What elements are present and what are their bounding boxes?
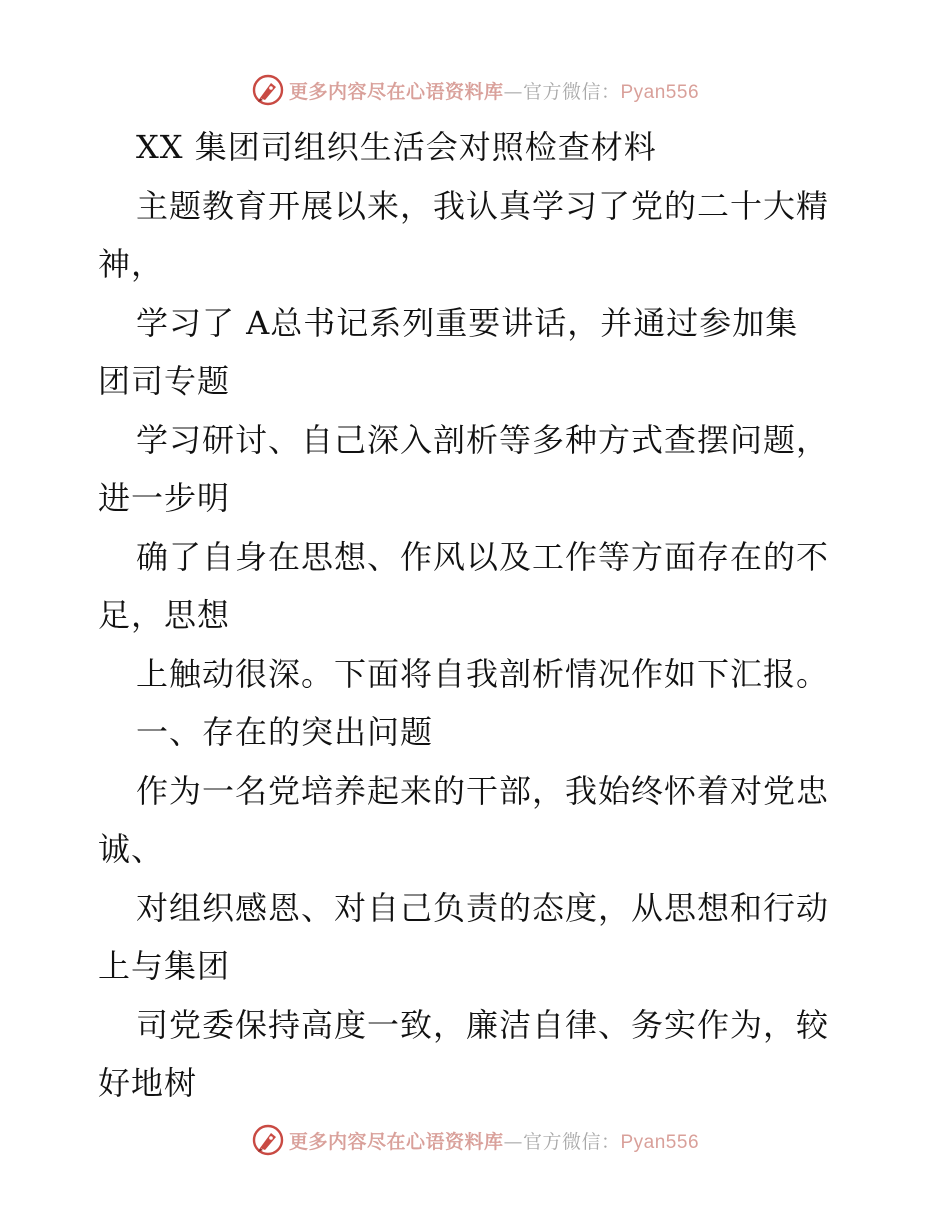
watermark-sub: 官方微信： <box>522 80 621 103</box>
watermark-sub: 官方微信： <box>522 1130 621 1153</box>
text-line: 司党委保持高度一致，廉洁自律、务实作为，较 <box>136 1005 830 1044</box>
watermark-id: Pyan556 <box>620 81 700 103</box>
pen-logo-icon <box>251 73 285 107</box>
watermark-text <box>289 77 699 104</box>
text-line: 上与集团 <box>98 947 231 985</box>
text-line: 好地树 <box>98 1064 198 1102</box>
text-line: 作为一名党培养起来的干部，我始终怀着对党忠 <box>136 771 830 810</box>
text-line: 学习研讨、自己深入剖析等多种方式查摆问题， <box>136 420 830 459</box>
watermark-header <box>0 70 950 110</box>
text-line: 一、存在的突出问题 <box>136 713 434 751</box>
text-line: 主题教育开展以来，我认真学习了党的二十大精 <box>136 186 830 225</box>
watermark-brand: 更多内容尽在心语资料库 <box>288 80 504 103</box>
watermark-footer <box>0 1120 950 1160</box>
text-line: 学习了 A总书记系列重要讲话，并通过参加集 <box>136 303 799 342</box>
text-line: 神， <box>98 245 165 283</box>
watermark-id: Pyan556 <box>620 1131 700 1153</box>
watermark-text <box>289 1127 699 1154</box>
text-line: 团司专题 <box>98 362 231 400</box>
watermark-separator: — <box>503 1130 523 1153</box>
text-line: XX 集团司组织生活会对照检查材料 <box>136 128 657 166</box>
text-line: 进一步明 <box>98 479 231 517</box>
text-line: 确了自身在思想、作风以及工作等方面存在的不 <box>136 537 830 576</box>
text-line: 诚、 <box>98 830 165 868</box>
watermark-brand: 更多内容尽在心语资料库 <box>288 1130 504 1153</box>
document-body <box>98 118 858 1113</box>
watermark-separator: — <box>503 80 523 103</box>
text-line: 足，思想 <box>98 596 231 634</box>
text-line: 对组织感恩、对自己负责的态度，从思想和行动 <box>136 888 830 927</box>
text-line: 上触动很深。下面将自我剖析情况作如下汇报。 <box>136 654 830 693</box>
pen-logo-icon <box>251 1123 285 1157</box>
